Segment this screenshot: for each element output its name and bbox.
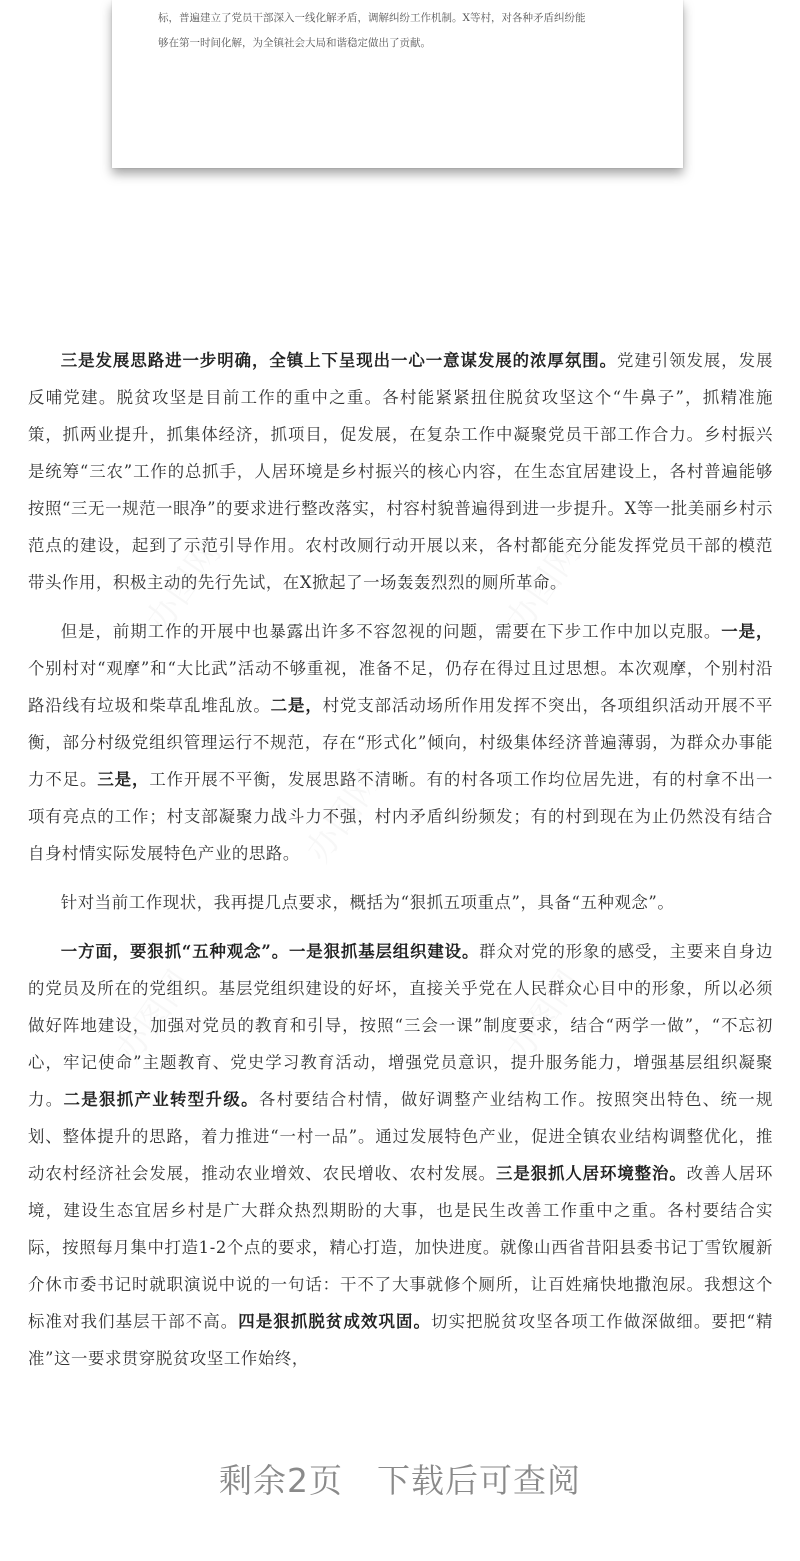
body-text: 改善人居环境，建设生态宜居乡村是广大群众热烈期盼的大事，也是民生改善工作重中之重。各村要结合实际，按照每月集中打造1-2个点的要求，精心打造，加快进度。就像山西省昔阳县委书记丁雪钦履新介休市委书记时就职演说中说的一句话：干不了大事就修个厕所，让百姓痛快地撒泡尿。我想这个标准对我们基层干部不高。: [28, 1164, 773, 1331]
body-text: 各村要结合村情，做好调整产业结构工作。按照突出特色、统一规划、整体提升的思路，着力推进“一村一品”。通过发展特色产业，促进全镇农业结构调整优化，推动农村经济社会发展，推动农业增效、农民增收、农村发展。: [28, 1090, 773, 1183]
watermark-5: 办图网: [498, 963, 590, 1070]
bold-heading-text: 三是发展思路进一步明确，全镇上下呈现出一心一意谋发展的浓厚氛围。: [60, 351, 617, 370]
preview-line-1: 标，普遍建立了党员干部深入一线化解矛盾，调解纠纷工作机制。X等村，对各种矛盾纠纷能: [158, 12, 586, 24]
download-to-view-text: 下载后可查阅: [377, 1461, 581, 1500]
body-text: 个别村对“观摩”和“大比武”活动不够重视，准备不足，仍存在得过且过思想。本次观摩，个别村沿路沿线有垃圾和柴草乱堆乱放。: [28, 659, 773, 715]
bold-heading-text: 二是，: [270, 696, 323, 715]
previous-page-preview: [112, 0, 683, 168]
body-text: 群众对党的形象的感受，主要来自身边的党员及所在的党组织。基层党组织建设的好坏，直接关乎党在人民群众心目中的形象，所以必须做好阵地建设，加强对党员的教育和引导，按照“三会一课”制度要求，结合“两学一做”，“不忘初心，牢记使命”主题教育、党史学习教育活动，增强党员意识，提升服务能力，增强基层组织凝聚力。: [28, 942, 774, 1109]
document-body: [28, 342, 773, 1389]
paragraph: [28, 342, 773, 601]
preview-line-2: 够在第一时间化解，为全镇社会大局和谐稳定做出了贡献。: [158, 37, 431, 49]
bold-heading-text: 三是狠抓人居环境整治。: [496, 1164, 687, 1183]
bold-heading-text: 一方面，要狠抓“五种观念”。一是狠抓基层组织建设。: [60, 942, 480, 961]
watermark-3: 办图网: [298, 763, 390, 870]
body-text: 但是，前期工作的开展中也暴露出许多不容忽视的问题，需要在下步工作中加以克服。: [60, 622, 722, 641]
bold-heading-text: 二是狠抓产业转型升级。: [63, 1090, 259, 1109]
previous-page-text: [158, 6, 642, 56]
paragraph: [28, 933, 773, 1377]
paragraph: [28, 884, 773, 921]
remaining-pages-text: 剩余2页: [219, 1461, 343, 1500]
paragraph: [28, 613, 773, 872]
body-text: 切实把脱贫攻坚各项工作做深做细。要把“精准”这一要求贯穿脱贫攻坚工作始终，: [28, 1312, 773, 1368]
bold-heading-text: 四是狠抓脱贫成效巩固。: [238, 1312, 432, 1331]
body-text: 针对当前工作现状，我再提几点要求，概括为“狠抓五项重点”，具备“五种观念”。: [60, 893, 675, 912]
watermark-4: 办图网: [108, 963, 200, 1070]
body-text: 党建引领发展，发展反哺党建。脱贫攻坚是目前工作的重中之重。各村能紧紧扭住脱贫攻坚这个“牛鼻子”，抓精准施策，抓两业提升，抓集体经济，抓项目，促发展，在复杂工作中凝聚党员干部工作合力。乡村振兴是统筹“三农”工作的总抓手，人居环境是乡村振兴的核心内容，在生态宜居建设上，各村普遍能够按照“三无一规范一眼净”的要求进行整改落实，村容村貌普遍得到进一步提升。X等一批美丽乡村示范点的建设，起到了示范引导作用。农村改厕行动开展以来，各村都能充分能发挥党员干部的模范带头作用，积极主动的先行先试，在X掀起了一场轰轰烈烈的厕所革命。: [28, 351, 773, 592]
download-prompt[interactable]: [0, 1455, 800, 1502]
watermark-1: 办图网: [138, 533, 230, 640]
bold-heading-text: 三是，: [97, 770, 150, 789]
watermark-2: 办图网: [498, 533, 590, 640]
body-text: 村党支部活动场所作用发挥不突出，各项组织活动开展不平衡，部分村级党组织管理运行不规范，存在“形式化”倾向，村级集体经济普遍薄弱，为群众办事能力不足。: [28, 696, 773, 789]
body-text: 工作开展不平衡，发展思路不清晰。有的村各项工作均位居先进，有的村拿不出一项有亮点的工作；村支部凝聚力战斗力不强，村内矛盾纠纷频发；有的村到现在为止仍然没有结合自身村情实际发展特色产业的思路。: [28, 770, 773, 863]
bold-heading-text: 一是，: [721, 622, 773, 641]
